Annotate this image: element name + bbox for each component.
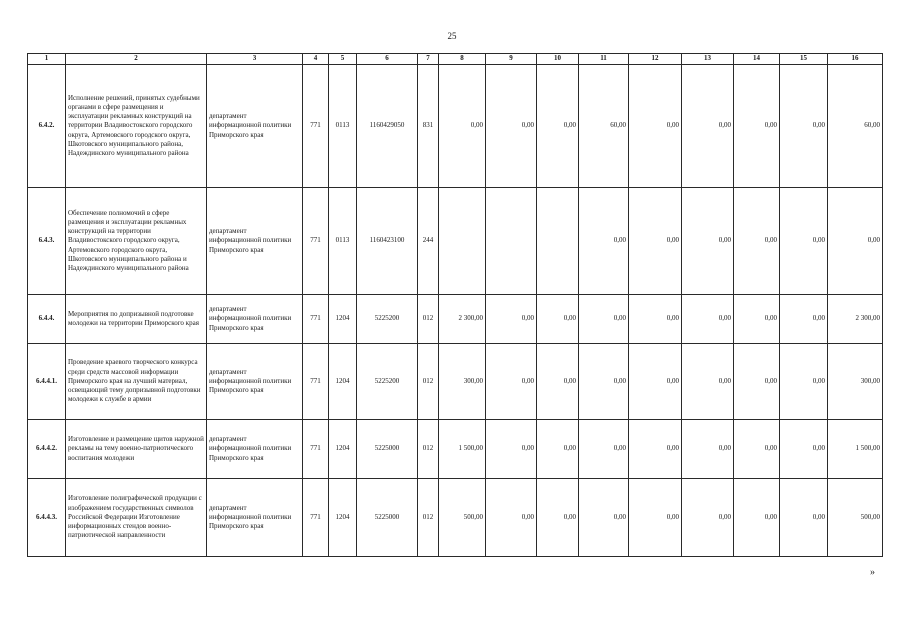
cell-value: 0,00 xyxy=(629,188,682,295)
cell-value: 500,00 xyxy=(828,479,883,557)
table-row xyxy=(28,295,883,344)
column-header: 15 xyxy=(780,54,828,65)
cell-value: 0,00 xyxy=(734,344,780,420)
cell-value: 0,00 xyxy=(537,344,579,420)
cell-value: 0,00 xyxy=(734,295,780,344)
cell-value: 0,00 xyxy=(780,65,828,188)
column-header: 4 xyxy=(303,54,329,65)
cell-value: 771 xyxy=(303,65,329,188)
cell-value: 500,00 xyxy=(439,479,486,557)
cell-value: 0,00 xyxy=(486,420,537,479)
row-department: департамент информационной политики Приморского края xyxy=(207,420,303,479)
cell-value xyxy=(537,188,579,295)
column-header: 6 xyxy=(357,54,418,65)
cell-value: 1204 xyxy=(329,295,357,344)
cell-value: 012 xyxy=(418,295,439,344)
column-header: 7 xyxy=(418,54,439,65)
row-title: Проведение краевого творческого конкурса среди средств массовой информации Приморского края на лучший материал, освещающий тему допризывной подготовки молодежи к службе в армии xyxy=(66,344,207,420)
cell-value: 0,00 xyxy=(828,188,883,295)
row-title: Обеспечение полномочий в сфере размещения и эксплуатации рекламных конструкций на территории Владивостокского городского округа, Артемовского городского округа, Шкотовского муниципального района и Надеждинского муниципального района xyxy=(66,188,207,295)
cell-value: 300,00 xyxy=(439,344,486,420)
cell-value: 5225000 xyxy=(357,479,418,557)
cell-value: 0,00 xyxy=(734,188,780,295)
cell-value: 0,00 xyxy=(682,65,734,188)
cell-value: 60,00 xyxy=(579,65,629,188)
cell-value: 0,00 xyxy=(682,420,734,479)
cell-value: 0,00 xyxy=(682,344,734,420)
cell-value: 0,00 xyxy=(780,420,828,479)
cell-value xyxy=(439,188,486,295)
cell-value: 012 xyxy=(418,420,439,479)
row-title: Исполнение решений, принятых судебными органами в сфере размещения и эксплуатации рекламных конструкций на территории Владивостокского городского округа, Артемовского городского округа, Шкотовского муниципального района, Надеждинского муниципального района xyxy=(66,65,207,188)
cell-value: 012 xyxy=(418,479,439,557)
cell-value: 5225000 xyxy=(357,420,418,479)
cell-value: 1160429050 xyxy=(357,65,418,188)
cell-value: 0,00 xyxy=(537,420,579,479)
table-row xyxy=(28,344,883,420)
cell-value: 0,00 xyxy=(734,479,780,557)
cell-value: 0,00 xyxy=(734,65,780,188)
table-row xyxy=(28,188,883,295)
column-header: 10 xyxy=(537,54,579,65)
cell-value: 0,00 xyxy=(486,295,537,344)
cell-value: 0,00 xyxy=(579,188,629,295)
row-number: 6.4.2. xyxy=(28,65,66,188)
cell-value: 771 xyxy=(303,188,329,295)
cell-value: 2 300,00 xyxy=(828,295,883,344)
cell-value: 771 xyxy=(303,420,329,479)
table-row xyxy=(28,479,883,557)
cell-value: 0,00 xyxy=(537,479,579,557)
column-header: 1 xyxy=(28,54,66,65)
row-number: 6.4.4.3. xyxy=(28,479,66,557)
row-number: 6.4.4.1. xyxy=(28,344,66,420)
table-row xyxy=(28,420,883,479)
cell-value: 0,00 xyxy=(537,65,579,188)
cell-value: 1160423100 xyxy=(357,188,418,295)
cell-value: 0,00 xyxy=(579,479,629,557)
cell-value: 0,00 xyxy=(780,295,828,344)
cell-value: 0,00 xyxy=(629,479,682,557)
cell-value: 012 xyxy=(418,344,439,420)
budget-table xyxy=(27,53,883,557)
column-header: 12 xyxy=(629,54,682,65)
cell-value: 0113 xyxy=(329,188,357,295)
cell-value: 771 xyxy=(303,479,329,557)
table-row xyxy=(28,65,883,188)
cell-value: 0,00 xyxy=(486,479,537,557)
row-number: 6.4.4.2. xyxy=(28,420,66,479)
row-number: 6.4.3. xyxy=(28,188,66,295)
cell-value: 0,00 xyxy=(579,344,629,420)
column-header: 5 xyxy=(329,54,357,65)
cell-value: 0,00 xyxy=(629,295,682,344)
closing-quote-mark: » xyxy=(870,567,875,578)
cell-value: 771 xyxy=(303,295,329,344)
cell-value: 1204 xyxy=(329,479,357,557)
row-number: 6.4.4. xyxy=(28,295,66,344)
row-department: департамент информационной политики Приморского края xyxy=(207,344,303,420)
cell-value: 300,00 xyxy=(828,344,883,420)
cell-value: 0,00 xyxy=(734,420,780,479)
cell-value: 771 xyxy=(303,344,329,420)
cell-value: 0,00 xyxy=(780,479,828,557)
row-title: Мероприятия по допризывной подготовке молодежи на территории Приморского края xyxy=(66,295,207,344)
cell-value: 0,00 xyxy=(682,479,734,557)
cell-value: 0,00 xyxy=(682,295,734,344)
cell-value: 0,00 xyxy=(439,65,486,188)
cell-value: 2 300,00 xyxy=(439,295,486,344)
cell-value: 5225200 xyxy=(357,295,418,344)
row-department: департамент информационной политики Приморского края xyxy=(207,188,303,295)
cell-value: 5225200 xyxy=(357,344,418,420)
row-title: Изготовление полиграфической продукции с изображением государственных символов Российской Федерации Изготовление информационных стендов военно-патриотической направленности xyxy=(66,479,207,557)
column-header: 14 xyxy=(734,54,780,65)
row-department: департамент информационной политики Приморского края xyxy=(207,479,303,557)
cell-value: 0,00 xyxy=(486,65,537,188)
row-department: департамент информационной политики Приморского края xyxy=(207,65,303,188)
cell-value: 0113 xyxy=(329,65,357,188)
cell-value: 0,00 xyxy=(537,295,579,344)
cell-value: 1204 xyxy=(329,420,357,479)
cell-value: 0,00 xyxy=(579,420,629,479)
cell-value: 0,00 xyxy=(780,344,828,420)
cell-value: 0,00 xyxy=(629,420,682,479)
page-number: 25 xyxy=(447,31,457,41)
cell-value: 244 xyxy=(418,188,439,295)
header-row xyxy=(28,54,883,65)
column-header: 16 xyxy=(828,54,883,65)
cell-value: 1 500,00 xyxy=(828,420,883,479)
column-header: 9 xyxy=(486,54,537,65)
column-header: 11 xyxy=(579,54,629,65)
cell-value: 831 xyxy=(418,65,439,188)
column-header: 2 xyxy=(66,54,207,65)
cell-value: 1 500,00 xyxy=(439,420,486,479)
cell-value: 0,00 xyxy=(486,344,537,420)
column-header: 8 xyxy=(439,54,486,65)
cell-value: 60,00 xyxy=(828,65,883,188)
row-department: департамент информационной политики Приморского края xyxy=(207,295,303,344)
cell-value: 0,00 xyxy=(682,188,734,295)
cell-value: 1204 xyxy=(329,344,357,420)
cell-value: 0,00 xyxy=(629,65,682,188)
cell-value: 0,00 xyxy=(629,344,682,420)
row-title: Изготовление и размещение щитов наружной рекламы на тему военно-патриотического воспитания молодежи xyxy=(66,420,207,479)
cell-value xyxy=(486,188,537,295)
cell-value: 0,00 xyxy=(780,188,828,295)
column-header: 3 xyxy=(207,54,303,65)
column-header: 13 xyxy=(682,54,734,65)
cell-value: 0,00 xyxy=(579,295,629,344)
